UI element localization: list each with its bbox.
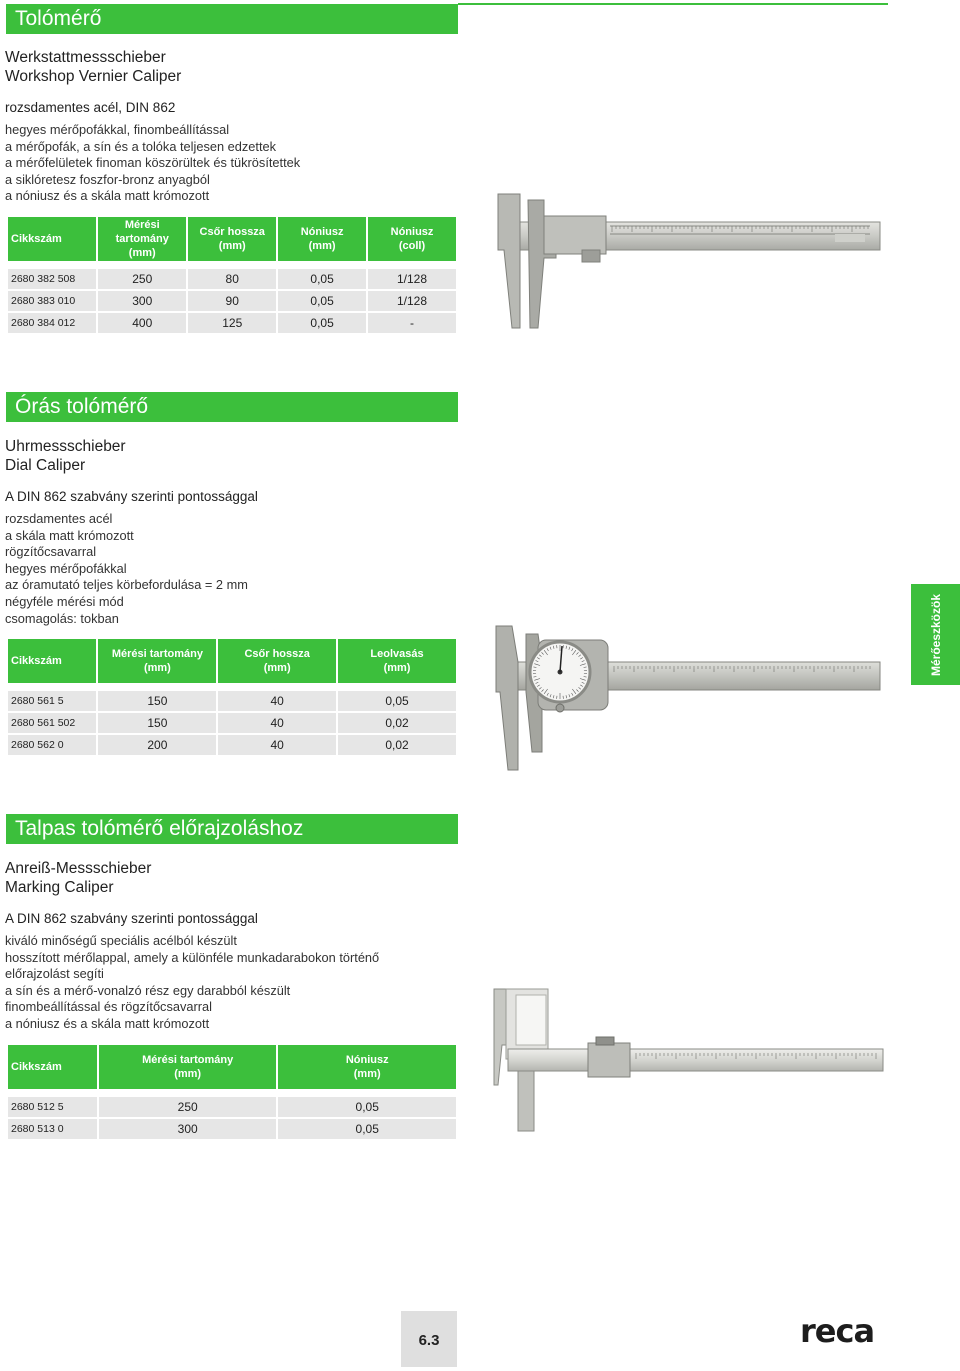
- feature-item: kiváló minőségű speciális acélból készült: [5, 933, 237, 948]
- column-header: Leolvasás (mm): [338, 639, 456, 683]
- table-row: 2680 562 0 200 40 0,02: [8, 735, 456, 755]
- column-header: Cikkszám: [8, 639, 96, 683]
- column-header: Cikkszám: [8, 217, 96, 261]
- spec-table: [6, 637, 458, 757]
- feature-item: csomagolás: tokban: [5, 610, 119, 626]
- table-row: 2680 512 5 250 0,05: [8, 1097, 456, 1117]
- subtitle-de: Werkstattmessschieber: [5, 49, 166, 66]
- feature-item: a sín és a mérő-vonalzó rész egy darabból készült: [5, 982, 291, 998]
- table-row: 2680 513 0 300 0,05: [8, 1119, 456, 1139]
- feature-item: előrajzolást segíti: [5, 966, 104, 982]
- feature-item: hosszított mérőlappal, amely a különféle munkadarabokon történő: [5, 949, 380, 965]
- subtitle-en: Workshop Vernier Caliper: [5, 68, 182, 85]
- feature-item: a siklóretesz foszfor-bronz anyagból: [5, 171, 210, 187]
- feature-item: hegyes mérőpofákkal: [5, 560, 127, 576]
- feature-item: finombeállítással és rögzítőcsavarral: [5, 999, 212, 1015]
- subtitle-de: Anreiß-Messschieber: [5, 860, 152, 877]
- table-row: 2680 383 010 300 90 0,05 1/128: [8, 291, 456, 311]
- feature-item: a nóniusz és a skála matt krómozott: [5, 188, 210, 204]
- section-title: Tolómérő: [6, 4, 458, 34]
- section-title: Órás tolómérő: [6, 392, 458, 422]
- feature-item: az óramutató teljes körbefordulása = 2 mm: [5, 577, 248, 593]
- brand-logo: reca: [800, 1312, 875, 1350]
- section-title: Talpas tolómérő előrajzoláshoz: [6, 814, 458, 844]
- material-standard: A DIN 862 szabvány szerinti pontossággal: [5, 489, 258, 504]
- feature-list: [5, 933, 379, 1033]
- column-header: Cikkszám: [8, 1045, 97, 1089]
- page-number: 6.3: [401, 1311, 457, 1367]
- column-header: Mérési tartomány (mm): [98, 639, 216, 683]
- material-standard: rozsdamentes acél, DIN 862: [5, 100, 176, 115]
- table-row: 2680 384 012 400 125 0,05 -: [8, 313, 456, 333]
- spec-table: [6, 1043, 458, 1141]
- feature-list: [5, 511, 248, 627]
- category-tab[interactable]: Mérőeszközök: [911, 584, 960, 685]
- feature-item: rozsdamentes acél: [5, 511, 113, 526]
- column-header: Mérési tartomány (mm): [99, 1045, 277, 1089]
- feature-item: a nóniusz és a skála matt krómozott: [5, 1015, 210, 1031]
- column-header: Nóniusz (mm): [278, 1045, 456, 1089]
- marking-caliper-image: [488, 985, 888, 1135]
- column-header: Csőr hossza (mm): [188, 217, 276, 261]
- subtitle-de: Uhrmessschieber: [5, 438, 126, 455]
- column-header: Csőr hossza (mm): [218, 639, 336, 683]
- dial-caliper-image: [490, 622, 890, 772]
- feature-list: [5, 122, 300, 205]
- feature-item: hegyes mérőpofákkal, finombeállítással: [5, 122, 230, 137]
- material-standard: A DIN 862 szabvány szerinti pontossággal: [5, 911, 258, 926]
- feature-item: a skála matt krómozott: [5, 527, 134, 543]
- feature-item: a mérőpofák, a sín és a tolóka teljesen edzettek: [5, 138, 277, 154]
- subtitle-en: Dial Caliper: [5, 457, 86, 474]
- column-header: Mérési tartomány (mm): [98, 217, 186, 261]
- table-header: [8, 217, 456, 261]
- feature-item: a mérőfelületek finoman köszörültek és tükrösítettek: [5, 155, 301, 171]
- column-header: Nóniusz (coll): [368, 217, 456, 261]
- feature-item: rögzítőcsavarral: [5, 544, 97, 560]
- header-rule: [458, 3, 888, 5]
- vernier-caliper-image: [490, 190, 890, 330]
- spec-table: [6, 215, 458, 335]
- feature-item: négyféle mérési mód: [5, 593, 124, 609]
- table-row: 2680 382 508 250 80 0,05 1/128: [8, 269, 456, 289]
- table-row: 2680 561 5 150 40 0,05: [8, 691, 456, 711]
- table-header: [8, 639, 456, 683]
- column-header: Nóniusz (mm): [278, 217, 366, 261]
- subtitle-en: Marking Caliper: [5, 879, 114, 896]
- table-row: 2680 561 502 150 40 0,02: [8, 713, 456, 733]
- table-header: [8, 1045, 456, 1089]
